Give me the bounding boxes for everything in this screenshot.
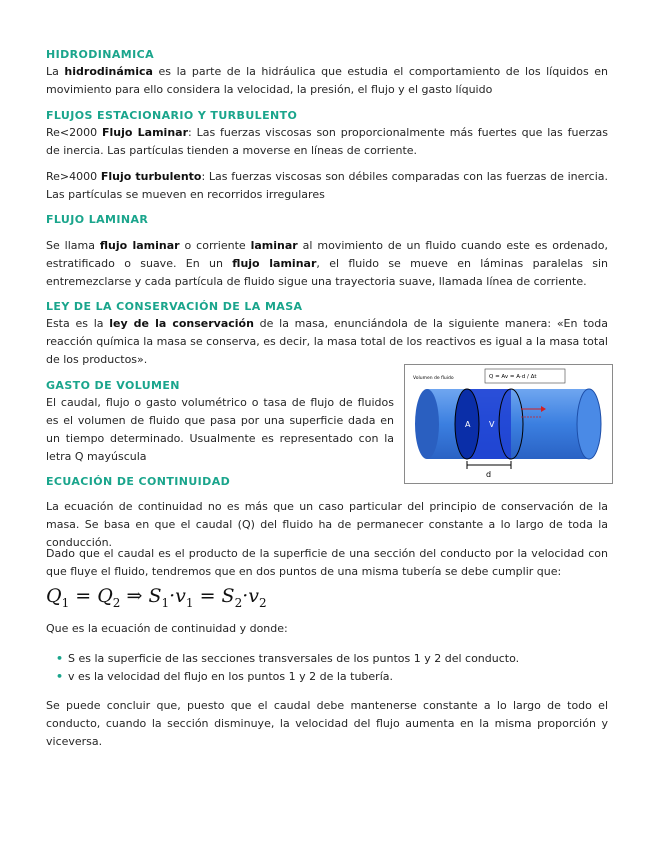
- label-d: d: [486, 470, 492, 479]
- pipe-left-end: [415, 389, 439, 459]
- list-item: • v es la velocidad del flujo en los puntos 1 y 2 de la tubería.: [46, 668, 606, 686]
- heading-continuidad: ECUACIÓN DE CONTINUIDAD: [46, 475, 231, 488]
- paragraph-hidrodinamica: La hidrodinámica es la parte de la hidráulica que estudia el comportamiento de los líquidos en movimiento para ello considera la velocidad, la presión, el flujo y el gasto líquido: [46, 65, 608, 96]
- label-v: V: [489, 420, 495, 429]
- paragraph-conservacion-masa: Esta es la ley de la conservación de la masa, enunciándola de la siguiente manera: «En toda reacción química la masa se conserva, es decir, la masa total de los reactivos es igual a la masa total de los productos».: [46, 317, 608, 366]
- paragraph-flujo-turbulento-re: Re>4000 Flujo turbulento: Las fuerzas viscosas son débiles comparadas con las fuerzas de inercia. Las partículas se mueven en recorridos irregulares: [46, 170, 608, 201]
- paragraph-flujo-laminar: Se llama flujo laminar o corriente laminar al movimiento de un fluido cuando este es ordenado, estratificado o suave. En un flujo laminar, el fluido se mueve en láminas paralelas sin entremezclarse y cada partícula de fluido sigue una trayectoria suave, llamada línea de corriente.: [46, 239, 609, 288]
- paragraph-continuidad-1: La ecuación de continuidad no es más que un caso particular del principio de conservación de la masa. Se basa en que el caudal (Q) del fluido ha de permanecer constante a lo largo de toda la conducción.: [46, 500, 608, 549]
- heading-gasto-volumen: GASTO DE VOLUMEN: [46, 379, 180, 392]
- bullet-icon: •: [56, 670, 64, 683]
- label-a: A: [465, 420, 471, 429]
- note-volume: Volumen de fluido: [413, 376, 454, 381]
- paragraph-continuidad-3: Que es la ecuación de continuidad y donde:: [46, 622, 288, 635]
- pipe-flow-diagram: [405, 365, 612, 483]
- formula-text: Q = Av = A·d / Δt: [489, 374, 537, 380]
- heading-conservacion-masa: LEY DE LA CONSERVACIÓN DE LA MASA: [46, 300, 303, 313]
- pipe-flow-figure: [404, 364, 613, 484]
- definition-list: [46, 650, 606, 686]
- bullet-icon: •: [56, 652, 64, 665]
- paragraph-flujo-laminar-re: Re<2000 Flujo Laminar: Las fuerzas viscosas son proporcionalmente más fuertes que las fuerzas de inercia. Las partículas tienden a moverse en líneas de corriente.: [46, 126, 608, 157]
- heading-hidrodinamica: HIDRODINAMICA: [46, 48, 155, 61]
- paragraph-continuidad-4: Se puede concluir que, puesto que el caudal debe mantenerse constante a lo largo de todo el conducto, cuando la sección disminuye, la velocidad del flujo aumenta en la misma proporción y viceversa.: [46, 699, 608, 748]
- paragraph-continuidad-2: Dado que el caudal es el producto de la superficie de una sección del conducto por la velocidad con que fluye el fluido, tendremos que en dos puntos de una misma tubería se debe cumplir que:: [46, 547, 608, 578]
- heading-flujos: FLUJOS ESTACIONARIO Y TURBULENTO: [46, 109, 298, 122]
- list-item: • S es la superficie de las secciones transversales de los puntos 1 y 2 del conducto.: [46, 650, 606, 668]
- paragraph-gasto-volumen: El caudal, flujo o gasto volumétrico o tasa de flujo de fluidos es el volumen de fluido que pasa por una superficie dada en un tiempo determinado. Usualmente es representado con la letra Q mayúscula: [46, 396, 394, 463]
- pipe-right-end: [577, 389, 601, 459]
- continuity-equation: $Q_1 = Q_2$ ⇒ $S_1\cdot v_1 = S_2\cdot v_2$: [46, 585, 267, 610]
- heading-flujo-laminar: FLUJO LAMINAR: [46, 213, 149, 226]
